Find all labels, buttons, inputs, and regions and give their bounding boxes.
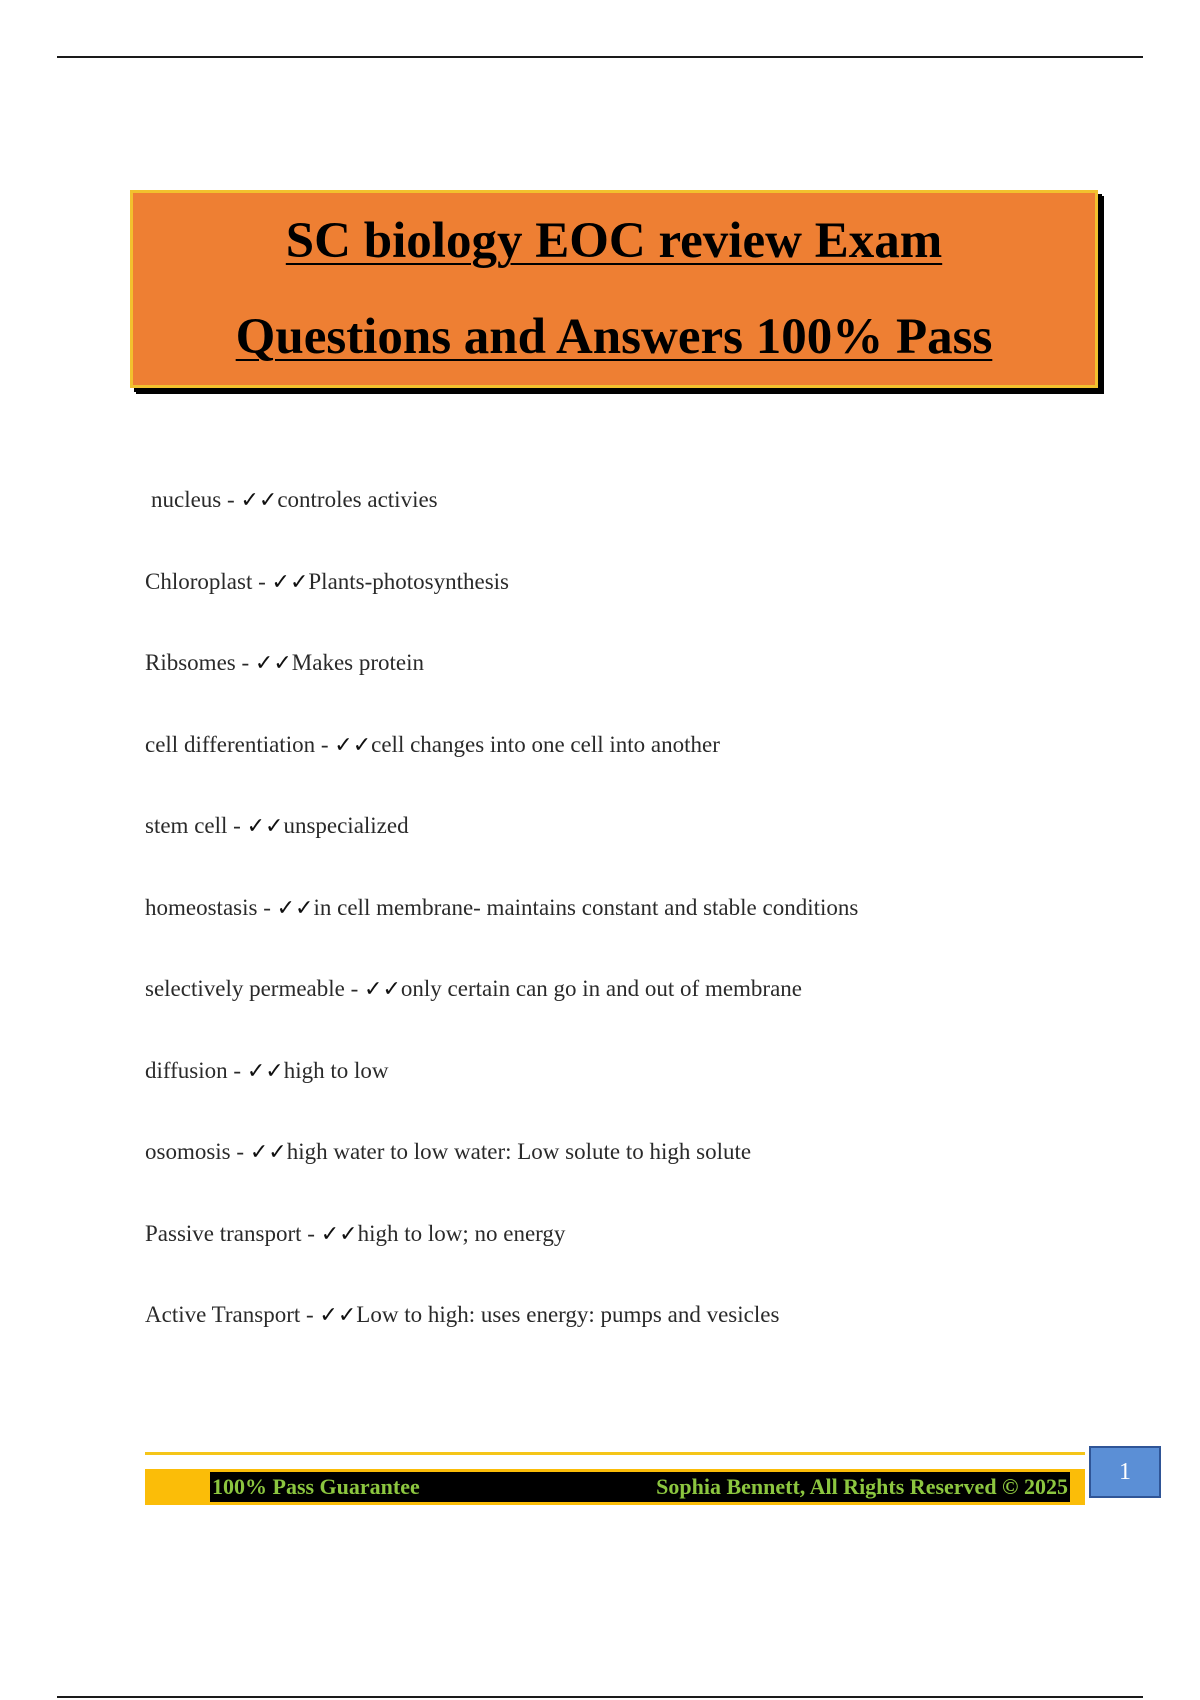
double-check-icon: ✓✓ <box>240 488 278 513</box>
page-number-box <box>1089 1446 1161 1498</box>
qa-definition: unspecialized <box>283 813 409 838</box>
page-number: 1 <box>1119 1458 1131 1485</box>
double-check-icon: ✓✓ <box>249 1140 287 1165</box>
double-check-icon: ✓✓ <box>319 1303 357 1328</box>
qa-definition: high water to low water: Low solute to high solute <box>286 1139 752 1164</box>
qa-term: Passive transport <box>145 1220 302 1246</box>
qa-definition: Low to high: uses energy: pumps and vesicles <box>356 1302 780 1327</box>
qa-term: nucleus <box>151 487 222 512</box>
qa-definition: cell changes into one cell into another <box>371 731 720 757</box>
qa-term: stem cell <box>145 813 228 838</box>
qa-definition: controles activies <box>277 487 438 512</box>
double-check-icon: ✓✓ <box>364 977 401 1002</box>
footer-banner <box>210 1472 1070 1502</box>
qa-term: cell differentiation <box>145 731 316 757</box>
qa-item: cell differentiation - ✓✓cell changes into one cell into another <box>145 731 720 758</box>
footer-copyright-text: Sophia Bennett, All Rights Reserved © 2025 <box>656 1474 1068 1499</box>
qa-term: Active Transport <box>145 1302 301 1327</box>
qa-item: diffusion - ✓✓high to low <box>145 1057 389 1084</box>
footer-divider <box>145 1452 1085 1455</box>
qa-term: Ribsomes <box>145 650 236 675</box>
qa-item: homeostasis - ✓✓in cell membrane- maintains constant and stable conditions <box>145 894 859 921</box>
qa-definition: high to low <box>283 1057 389 1083</box>
qa-term: homeostasis <box>145 894 258 920</box>
bottom-rule <box>57 1696 1143 1698</box>
title-line-1: SC biology EOC review Exam <box>285 213 943 269</box>
qa-item: Ribsomes - ✓✓Makes protein <box>145 650 424 676</box>
double-check-icon: ✓✓ <box>246 1058 284 1084</box>
title-banner <box>130 190 1098 388</box>
qa-item: osomosis - ✓✓high water to low water: Low solute to high solute <box>145 1139 752 1165</box>
double-check-icon: ✓✓ <box>254 651 292 676</box>
qa-term: diffusion <box>145 1057 228 1083</box>
footer-guarantee-text: 100% Pass Guarantee <box>212 1474 420 1499</box>
top-rule <box>57 56 1143 58</box>
qa-item: Chloroplast - ✓✓Plants-photosynthesis <box>145 568 510 595</box>
qa-list <box>145 484 1105 1381</box>
qa-definition: Plants-photosynthesis <box>308 568 510 594</box>
qa-item: Passive transport - ✓✓high to low; no energy <box>145 1220 566 1247</box>
double-check-icon: ✓✓ <box>320 1221 358 1247</box>
qa-definition: in cell membrane- maintains constant and stable conditions <box>313 894 859 920</box>
qa-item: Active Transport - ✓✓Low to high: uses energy: pumps and vesicles <box>145 1302 780 1328</box>
qa-term: Chloroplast <box>145 568 253 594</box>
qa-item: selectively permeable - ✓✓only certain can go in and out of membrane <box>145 976 803 1002</box>
qa-item: nucleus - ✓✓controles activies <box>151 487 438 513</box>
double-check-icon: ✓✓ <box>334 732 372 758</box>
double-check-icon: ✓✓ <box>246 814 284 839</box>
qa-definition: Makes protein <box>291 650 424 675</box>
qa-definition: only certain can go in and out of membrane <box>400 976 803 1001</box>
double-check-icon: ✓✓ <box>276 895 314 921</box>
qa-definition: high to low; no energy <box>357 1220 566 1246</box>
title-line-2: Questions and Answers 100% Pass <box>235 309 993 365</box>
qa-term: osomosis <box>145 1139 231 1164</box>
double-check-icon: ✓✓ <box>271 569 309 595</box>
qa-item: stem cell - ✓✓unspecialized <box>145 813 409 839</box>
qa-term: selectively permeable <box>145 976 345 1001</box>
